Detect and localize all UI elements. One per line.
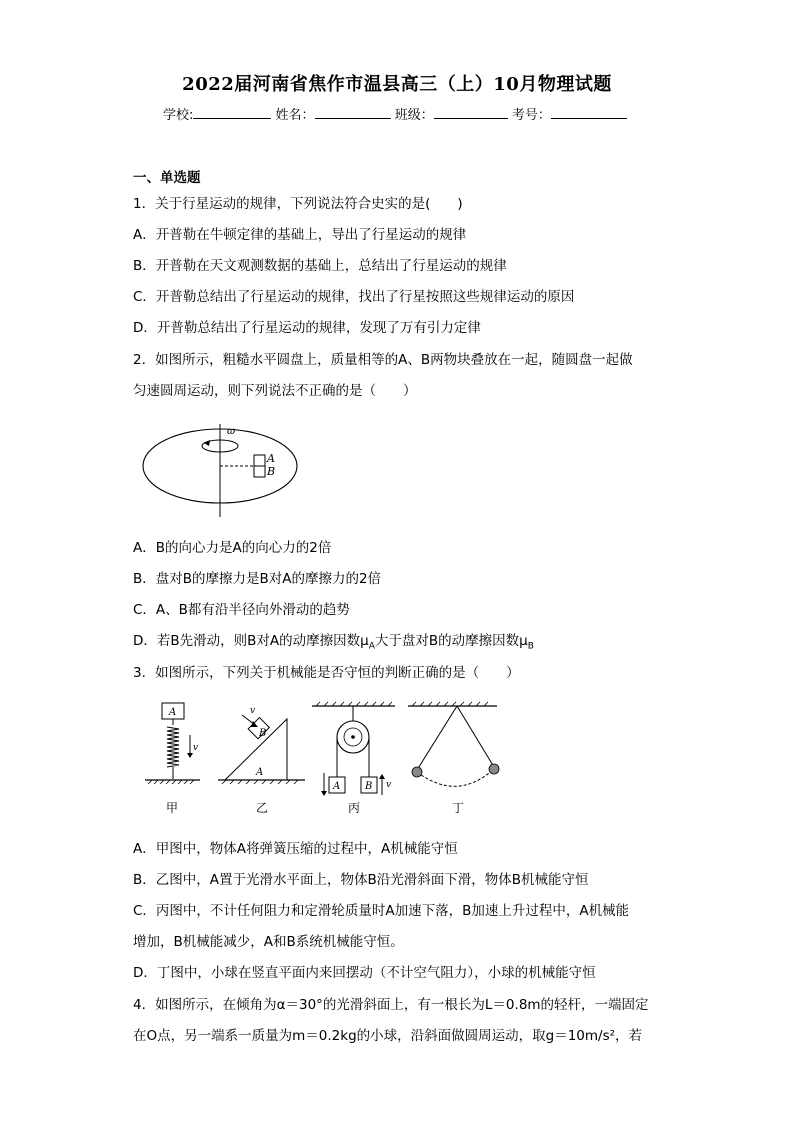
fig-yi-incline [218,706,305,815]
fig-bing-pulley [312,702,395,815]
fig-label-bing: 丙 [348,801,361,815]
spring-coil [167,727,179,767]
q2-option-b: B．盘对B的摩擦力是B对A的摩擦力的2倍 [133,571,382,587]
q2-turntable-figure [140,422,305,522]
arrow-head-icon [204,440,210,446]
q2-option-d-part2: 大于盘对B的动摩擦因数μ [374,633,528,649]
fig-ding-pendulum [408,702,499,815]
q3-option-d: D．丁图中，小球在竖直平面内来回摆动（不计空气阻力），小球的机械能守恒 [133,965,596,981]
pendulum-string-right [457,706,494,767]
pulley-axle [351,735,355,739]
q3-stem: 3．如图所示，下列关于机械能是否守恒的判断正确的是（ ） [133,665,520,681]
v-label-bing: v [386,780,392,790]
class-blank[interactable] [434,106,508,119]
v-label-yi: v [250,706,256,716]
school-label: 学校: [163,108,194,123]
q2-option-d [133,629,534,652]
pendulum-ball-left [412,767,422,777]
name-label: 姓名： [275,108,315,123]
v-label-jia: v [193,743,199,753]
q4-stem-line2: 在O点，另一端系一质量为m＝0.2kg的小球，沿斜面做圆周运动，取g＝10m/s²，若 [133,1028,643,1044]
arrow-head-icon [321,791,327,796]
pendulum-string-left [417,706,457,770]
swing-arc [417,769,494,786]
label-a-yi: A [256,767,264,778]
page-title: 2022届河南省焦作市温县高三（上）10月物理试题 [182,74,612,95]
block-b [254,466,265,477]
label-a-jia: A [169,707,177,718]
class-label: 班级： [394,108,434,123]
pendulum-ball-right [489,764,499,774]
section-title: 一、单选题 [133,170,201,186]
label-a-bing: A [333,781,341,792]
q1-option-d: D．开普勒总结出了行星运动的规律，发现了万有引力定律 [133,320,481,336]
q2-stem-line1: 2．如图所示，粗糙水平圆盘上，质量相等的A、B两物块叠放在一起，随圆盘一起做 [133,352,633,368]
omega-label: ω [227,426,236,437]
label-b-bing: B [365,781,373,792]
mu-subscript-a: A [368,641,375,652]
exam-no-blank[interactable] [551,106,627,119]
exam-no-label: 考号： [511,108,551,123]
q2-option-a: A．B的向心力是A的向心力的2倍 [133,540,332,556]
q2-option-c: C．A、B都有沿半径向外滑动的趋势 [133,602,350,618]
fig-jia-spring [145,703,200,815]
label-b: B [267,465,276,478]
q1-option-a: A．开普勒在牛顿定律的基础上，导出了行星运动的规律 [133,227,467,243]
q3-option-c-line1: C．丙图中，不计任何阻力和定滑轮质量时A加速下落，B加速上升过程中，A机械能 [133,903,630,919]
q3-option-c-line2: 增加，B机械能减少，A和B系统机械能守恒。 [133,934,404,950]
fig-label-jia: 甲 [166,801,179,815]
q1-option-b: B．开普勒在天文观测数据的基础上，总结出了行星运动的规律 [133,258,507,274]
label-b-yi: B [259,728,267,739]
mu-subscript-b: B [527,641,534,652]
q3-figures [140,697,510,822]
school-blank[interactable] [193,106,271,119]
q2-option-d-part1: D．若B先滑动，则B对A的动摩擦因数μ [133,633,369,649]
arrow-head-icon [379,774,385,779]
q1-stem: 1．关于行星运动的规律，下列说法符合史实的是( ) [133,196,463,212]
q1-option-c: C．开普勒总结出了行星运动的规律，找出了行星按照这些规律运动的原因 [133,289,575,305]
q3-option-a: A．甲图中，物体A将弹簧压缩的过程中，A机械能守恒 [133,841,458,857]
q4-stem-line1: 4．如图所示，在倾角为α＝30°的光滑斜面上，有一根长为L＝0.8m的轻杆，一端固定 [133,997,649,1013]
arrow-head-icon [187,753,193,758]
block-a [254,455,265,466]
label-a: A [267,452,275,465]
student-info-row [163,104,627,123]
fig-label-yi: 乙 [256,801,269,815]
name-blank[interactable] [315,106,391,119]
fig-label-ding: 丁 [452,801,465,815]
q3-option-b: B．乙图中，A置于光滑水平面上，物体B沿光滑斜面下滑，物体B机械能守恒 [133,872,589,888]
q2-stem-line2: 匀速圆周运动，则下列说法不正确的是（ ） [133,383,417,399]
